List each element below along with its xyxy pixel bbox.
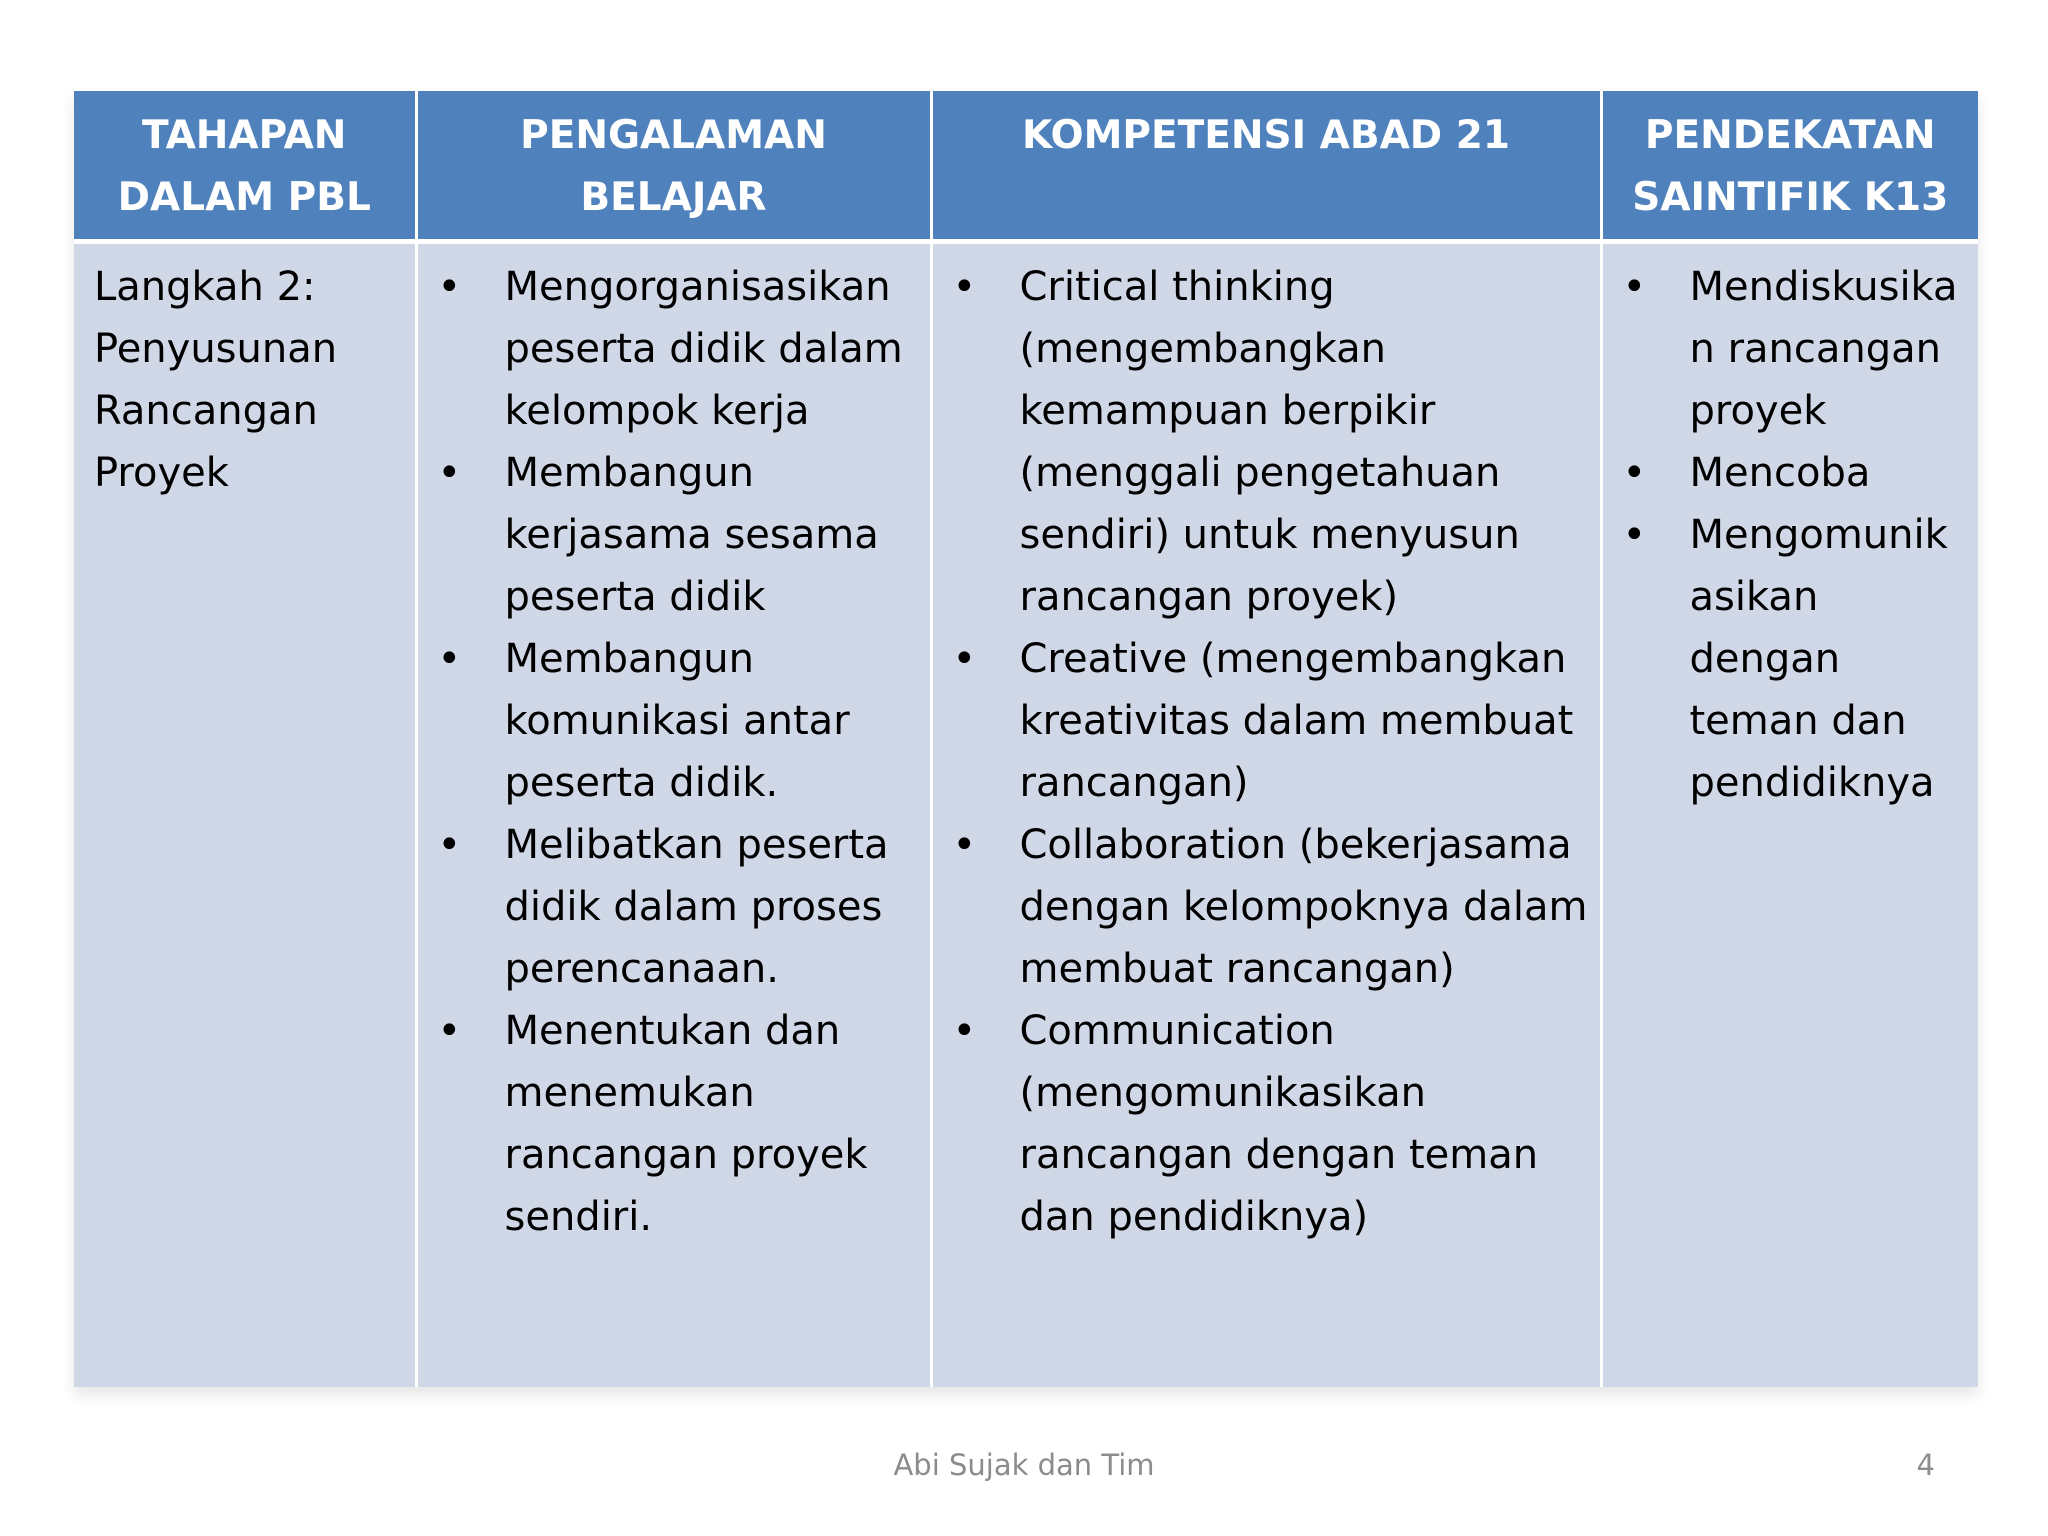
pbl-table <box>74 91 1978 1387</box>
cell-competencies <box>931 242 1601 1388</box>
list-item: • Collaboration (bekerjasama dengan kelompoknya dalam membuat rancangan) <box>953 814 1590 1000</box>
header-pengalaman: PENGALAMAN BELAJAR <box>416 91 931 242</box>
table-row <box>74 242 1978 1388</box>
step-text: Langkah 2: Penyusunan Rancangan Proyek <box>94 264 338 496</box>
cell-scientific-approach <box>1601 242 1978 1388</box>
footer-author: Abi Sujak dan Tim <box>893 1448 1155 1482</box>
page-number: 4 <box>1916 1448 1935 1482</box>
list-item: • Creative (mengembangkan kreativitas dalam membuat rancangan) <box>953 628 1590 814</box>
list-item: • Mendiskusikan rancangan proyek <box>1623 256 1969 442</box>
header-pendekatan: PENDEKATAN SAINTIFIK K13 <box>1601 91 1978 242</box>
cell-learning-experience <box>416 242 931 1388</box>
learning-experience-list <box>438 256 920 1248</box>
list-item: • Membangun komunikasi antar peserta didik. <box>438 628 920 814</box>
list-item: • Mengomunikasikan dengan teman dan pendidiknya <box>1623 504 1969 814</box>
header-kompetensi: KOMPETENSI ABAD 21 <box>931 91 1601 242</box>
list-item: • Communication (mengomunikasikan rancangan dengan teman dan pendidiknya) <box>953 1000 1590 1248</box>
list-item: • Mencoba <box>1623 442 1969 504</box>
list-item: • Mengorganisasikan peserta didik dalam kelompok kerja <box>438 256 920 442</box>
scientific-approach-list <box>1623 256 1969 814</box>
list-item: • Menentukan dan menemukan rancangan proyek sendiri. <box>438 1000 920 1248</box>
header-tahapan: TAHAPAN DALAM PBL <box>74 91 416 242</box>
cell-step <box>74 242 416 1388</box>
competencies-list <box>953 256 1590 1248</box>
table-header-row <box>74 91 1978 242</box>
list-item: • Membangun kerjasama sesama peserta didik <box>438 442 920 628</box>
list-item: • Melibatkan peserta didik dalam proses perencanaan. <box>438 814 920 1000</box>
list-item: • Critical thinking (mengembangkan kemampuan berpikir (menggali pengetahuan sendiri) untuk menyusun rancangan proyek) <box>953 256 1590 628</box>
